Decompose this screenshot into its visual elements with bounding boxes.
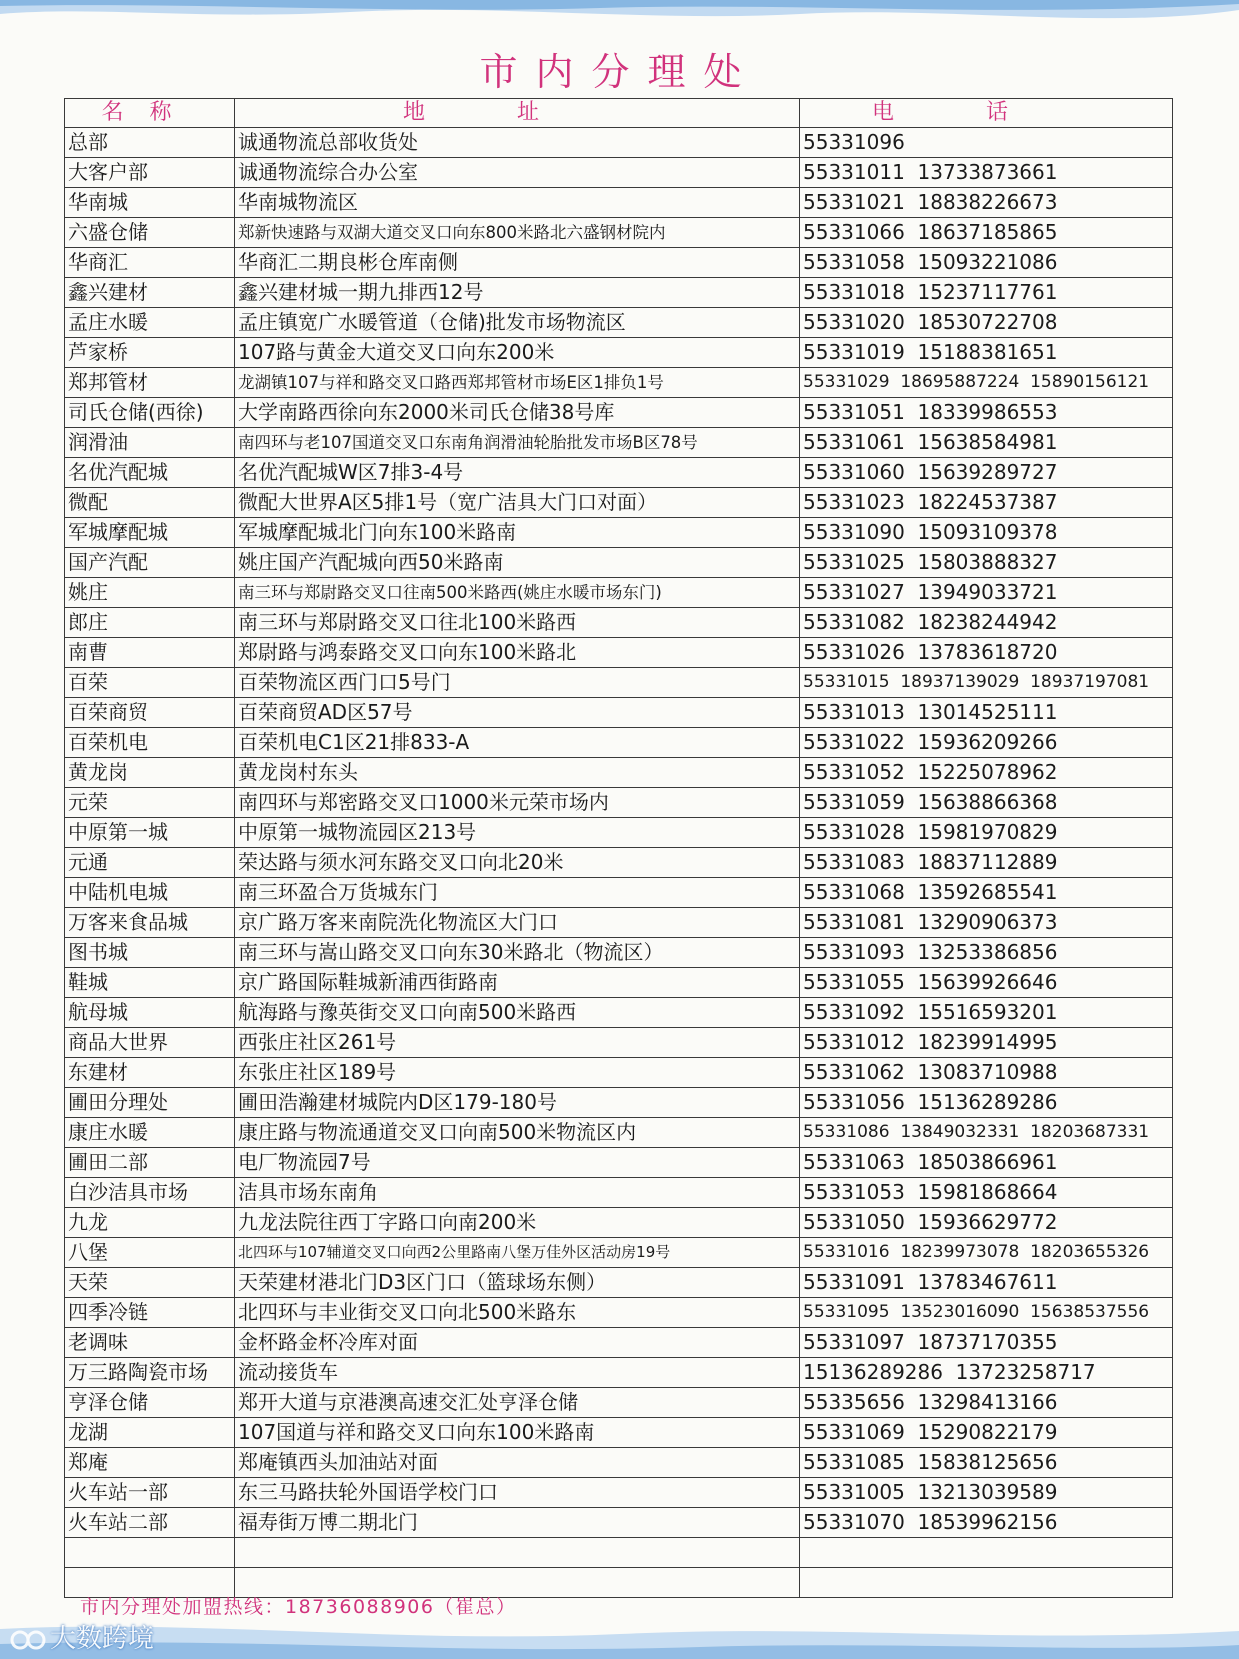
table-row [65, 158, 1173, 188]
branch-address: 北四环与丰业街交叉口向北500米路东 [235, 1298, 800, 1328]
branch-name: 华商汇 [65, 248, 235, 278]
branch-name: 百荣机电 [65, 728, 235, 758]
branch-phone: 55331095 13523016090 15638537556 [800, 1298, 1173, 1328]
branch-name: 军城摩配城 [65, 518, 235, 548]
table-row [65, 908, 1173, 938]
table-row [65, 1148, 1173, 1178]
table-row [65, 1088, 1173, 1118]
watermark-text: 大数跨境 [50, 1624, 155, 1654]
table-row [65, 1238, 1173, 1268]
table-row [65, 338, 1173, 368]
branch-address: 天荣建材港北门D3区门口（篮球场东侧） [235, 1268, 800, 1298]
branch-phone: 55331015 18937139029 18937197081 [800, 668, 1173, 698]
branch-address: 京广路万客来南院洗化物流区大门口 [235, 908, 800, 938]
branch-address: 圃田浩瀚建材城院内D区179-180号 [235, 1088, 800, 1118]
branch-address: 郑新快速路与双湖大道交叉口向东800米路北六盛钢材院内 [235, 218, 800, 248]
branch-phone: 55331019 15188381651 [800, 338, 1173, 368]
table-row [65, 818, 1173, 848]
branch-address: 南四环与老107国道交叉口东南角润滑油轮胎批发市场B区78号 [235, 428, 800, 458]
branch-name: 芦家桥 [65, 338, 235, 368]
table-row [65, 698, 1173, 728]
table-row [65, 668, 1173, 698]
franchise-hotline: 市内分理处加盟热线：18736088906（崔总） [80, 1596, 517, 1618]
table-row [65, 188, 1173, 218]
branch-address: 南三环与郑尉路交叉口往南500米路西(姚庄水暖市场东门) [235, 578, 800, 608]
branch-name: 万三路陶瓷市场 [65, 1358, 235, 1388]
branch-name: 圃田二部 [65, 1148, 235, 1178]
branch-phone: 55331050 15936629772 [800, 1208, 1173, 1238]
branch-name: 四季冷链 [65, 1298, 235, 1328]
branch-phone: 55331028 15981970829 [800, 818, 1173, 848]
empty-cell [235, 1538, 800, 1568]
branch-address: 107国道与祥和路交叉口向东100米路南 [235, 1418, 800, 1448]
branch-name: 火车站二部 [65, 1508, 235, 1538]
branch-address: 电厂物流园7号 [235, 1148, 800, 1178]
branch-address: 郑开大道与京港澳高速交汇处亨泽仓储 [235, 1388, 800, 1418]
table-row [65, 1058, 1173, 1088]
branch-address: 孟庄镇宽广水暖管道（仓储)批发市场物流区 [235, 308, 800, 338]
branch-name: 郑邦管材 [65, 368, 235, 398]
table-row [65, 1478, 1173, 1508]
branch-address: 荣达路与须水河东路交叉口向北20米 [235, 848, 800, 878]
branch-address: 京广路国际鞋城新浦西街路南 [235, 968, 800, 998]
branch-phone: 55331026 13783618720 [800, 638, 1173, 668]
branch-address: 南三环与嵩山路交叉口向东30米路北（物流区） [235, 938, 800, 968]
table-row [65, 848, 1173, 878]
top-wave-decoration [0, 0, 1239, 48]
table-row [65, 1298, 1173, 1328]
branch-name: 元通 [65, 848, 235, 878]
branch-phone: 55331020 18530722708 [800, 308, 1173, 338]
branch-name: 老调味 [65, 1328, 235, 1358]
branch-phone: 55331093 13253386856 [800, 938, 1173, 968]
branch-phone: 55331051 18339986553 [800, 398, 1173, 428]
branch-address: 姚庄国产汽配城向西50米路南 [235, 548, 800, 578]
table-row [65, 1268, 1173, 1298]
branch-phone: 55331025 15803888327 [800, 548, 1173, 578]
branch-name: 龙湖 [65, 1418, 235, 1448]
branch-phone: 55331012 18239914995 [800, 1028, 1173, 1058]
branch-name: 孟庄水暖 [65, 308, 235, 338]
branch-address: 百荣商贸AD区57号 [235, 698, 800, 728]
branch-name: 国产汽配 [65, 548, 235, 578]
branch-address: 西张庄社区261号 [235, 1028, 800, 1058]
branch-address: 南三环与郑尉路交叉口往北100米路西 [235, 608, 800, 638]
branch-table [64, 98, 1173, 1598]
branch-address: 北四环与107辅道交叉口向西2公里路南八堡万佳外区活动房19号 [235, 1238, 800, 1268]
branch-name: 南曹 [65, 638, 235, 668]
branch-name: 微配 [65, 488, 235, 518]
branch-address: 百荣物流区西门口5号门 [235, 668, 800, 698]
branch-phone: 55331062 13083710988 [800, 1058, 1173, 1088]
branch-address: 郑庵镇西头加油站对面 [235, 1448, 800, 1478]
branch-name: 图书城 [65, 938, 235, 968]
branch-phone: 55331055 15639926646 [800, 968, 1173, 998]
table-row [65, 1448, 1173, 1478]
table-row [65, 1118, 1173, 1148]
table-row [65, 1508, 1173, 1538]
table-row [65, 728, 1173, 758]
table-row [65, 1418, 1173, 1448]
branch-phone: 15136289286 13723258717 [800, 1358, 1173, 1388]
table-body [65, 128, 1173, 1598]
branch-phone: 55331069 15290822179 [800, 1418, 1173, 1448]
branch-phone: 55331022 15936209266 [800, 728, 1173, 758]
branch-phone: 55331061 15638584981 [800, 428, 1173, 458]
branch-name: 郎庄 [65, 608, 235, 638]
branch-name: 司氏仓储(西徐) [65, 398, 235, 428]
branch-phone: 55331096 [800, 128, 1173, 158]
branch-phone: 55331029 18695887224 15890156121 [800, 368, 1173, 398]
table-row [65, 128, 1173, 158]
branch-name: 航母城 [65, 998, 235, 1028]
branch-address: 华南城物流区 [235, 188, 800, 218]
branch-name: 鞋城 [65, 968, 235, 998]
branch-name: 亨泽仓储 [65, 1388, 235, 1418]
branch-phone: 55331060 15639289727 [800, 458, 1173, 488]
branch-name: 黄龙岗 [65, 758, 235, 788]
branch-phone: 55331090 15093109378 [800, 518, 1173, 548]
branch-phone: 55335656 13298413166 [800, 1388, 1173, 1418]
branch-phone: 55331091 13783467611 [800, 1268, 1173, 1298]
table-row [65, 1358, 1173, 1388]
table-row [65, 278, 1173, 308]
branch-name: 万客来食品城 [65, 908, 235, 938]
branch-name: 康庄水暖 [65, 1118, 235, 1148]
branch-name: 百荣商贸 [65, 698, 235, 728]
header-name: 名称 [65, 99, 235, 128]
bottom-wave-decoration [0, 1589, 1239, 1659]
branch-address: 福寿街万博二期北门 [235, 1508, 800, 1538]
branch-name: 名优汽配城 [65, 458, 235, 488]
branch-phone: 55331070 18539962156 [800, 1508, 1173, 1538]
branch-name: 中原第一城 [65, 818, 235, 848]
branch-name: 百荣 [65, 668, 235, 698]
branch-phone: 55331056 15136289286 [800, 1088, 1173, 1118]
branch-address: 航海路与豫英街交叉口向南500米路西 [235, 998, 800, 1028]
branch-name: 中陆机电城 [65, 878, 235, 908]
branch-phone: 55331085 15838125656 [800, 1448, 1173, 1478]
branch-phone: 55331068 13592685541 [800, 878, 1173, 908]
table-header-row [65, 99, 1173, 128]
branch-phone: 55331082 18238244942 [800, 608, 1173, 638]
branch-name: 天荣 [65, 1268, 235, 1298]
branch-name: 姚庄 [65, 578, 235, 608]
branch-phone: 55331092 15516593201 [800, 998, 1173, 1028]
table-row [65, 758, 1173, 788]
table-row [65, 488, 1173, 518]
table-row [65, 548, 1173, 578]
table-row [65, 1328, 1173, 1358]
branch-address: 九龙法院往西丁字路口向南200米 [235, 1208, 800, 1238]
branch-name: 鑫兴建材 [65, 278, 235, 308]
table-row [65, 428, 1173, 458]
table-row [65, 608, 1173, 638]
branch-name: 大客户部 [65, 158, 235, 188]
table-row [65, 878, 1173, 908]
branch-address: 洁具市场东南角 [235, 1178, 800, 1208]
branch-address: 微配大世界A区5排1号（宽广洁具大门口对面） [235, 488, 800, 518]
empty-cell [65, 1538, 235, 1568]
branch-address: 东张庄社区189号 [235, 1058, 800, 1088]
branch-address: 百荣机电C1区21排833-A [235, 728, 800, 758]
branch-name: 总部 [65, 128, 235, 158]
table-row [65, 968, 1173, 998]
branch-address: 诚通物流总部收货处 [235, 128, 800, 158]
table-row [65, 458, 1173, 488]
header-address: 地址 [235, 99, 800, 128]
branch-phone: 55331058 15093221086 [800, 248, 1173, 278]
branch-phone: 55331086 13849032331 18203687331 [800, 1118, 1173, 1148]
branch-phone: 55331063 18503866961 [800, 1148, 1173, 1178]
branch-name: 火车站一部 [65, 1478, 235, 1508]
branch-name: 八堡 [65, 1238, 235, 1268]
branch-name: 白沙洁具市场 [65, 1178, 235, 1208]
table-row [65, 1178, 1173, 1208]
branch-phone: 55331005 13213039589 [800, 1478, 1173, 1508]
branch-address: 南四环与郑密路交叉口1000米元荣市场内 [235, 788, 800, 818]
branch-name: 六盛仓储 [65, 218, 235, 248]
branch-phone: 55331027 13949033721 [800, 578, 1173, 608]
branch-address: 名优汽配城W区7排3-4号 [235, 458, 800, 488]
branch-name: 圃田分理处 [65, 1088, 235, 1118]
watermark [10, 1618, 154, 1655]
branch-address: 大学南路西徐向东2000米司氏仓储38号库 [235, 398, 800, 428]
table-row [65, 398, 1173, 428]
branch-address: 军城摩配城北门向东100米路南 [235, 518, 800, 548]
branch-phone: 55331023 18224537387 [800, 488, 1173, 518]
empty-cell [800, 1538, 1173, 1568]
table-row [65, 248, 1173, 278]
branch-phone: 55331052 15225078962 [800, 758, 1173, 788]
branch-phone: 55331018 15237117761 [800, 278, 1173, 308]
empty-row [65, 1538, 1173, 1568]
branch-phone: 55331011 13733873661 [800, 158, 1173, 188]
table-row [65, 1028, 1173, 1058]
table-row [65, 1208, 1173, 1238]
branch-address: 龙湖镇107与祥和路交叉口路西郑邦管材市场E区1排负1号 [235, 368, 800, 398]
branch-address: 金杯路金杯冷库对面 [235, 1328, 800, 1358]
table-row [65, 308, 1173, 338]
branch-phone: 55331016 18239973078 18203655326 [800, 1238, 1173, 1268]
header-phone: 电话 [800, 99, 1173, 128]
branch-address: 鑫兴建材城一期九排西12号 [235, 278, 800, 308]
branch-address: 流动接货车 [235, 1358, 800, 1388]
branch-address: 东三马路扶轮外国语学校门口 [235, 1478, 800, 1508]
table-row [65, 518, 1173, 548]
page-title: 市内分理处 [479, 50, 760, 94]
branch-phone: 55331053 15981868664 [800, 1178, 1173, 1208]
branch-address: 南三环盈合万货城东门 [235, 878, 800, 908]
table-row [65, 998, 1173, 1028]
branch-address: 107路与黄金大道交叉口向东200米 [235, 338, 800, 368]
branch-address: 中原第一城物流园区213号 [235, 818, 800, 848]
table-row [65, 218, 1173, 248]
table-row [65, 638, 1173, 668]
branch-name: 商品大世界 [65, 1028, 235, 1058]
table-row [65, 368, 1173, 398]
branch-name: 东建材 [65, 1058, 235, 1088]
branch-phone: 55331013 13014525111 [800, 698, 1173, 728]
table-row [65, 938, 1173, 968]
watermark-logo-icon [10, 1627, 46, 1653]
table-row [65, 788, 1173, 818]
table-row [65, 578, 1173, 608]
branch-phone: 55331081 13290906373 [800, 908, 1173, 938]
branch-phone: 55331097 18737170355 [800, 1328, 1173, 1358]
branch-address: 诚通物流综合办公室 [235, 158, 800, 188]
branch-name: 九龙 [65, 1208, 235, 1238]
branch-phone: 55331059 15638866368 [800, 788, 1173, 818]
branch-address: 华商汇二期良彬仓库南侧 [235, 248, 800, 278]
branch-name: 润滑油 [65, 428, 235, 458]
branch-phone: 55331066 18637185865 [800, 218, 1173, 248]
branch-address: 康庄路与物流通道交叉口向南500米物流区内 [235, 1118, 800, 1148]
branch-address: 黄龙岗村东头 [235, 758, 800, 788]
branch-name: 华南城 [65, 188, 235, 218]
branch-address: 郑尉路与鸿泰路交叉口向东100米路北 [235, 638, 800, 668]
branch-phone: 55331021 18838226673 [800, 188, 1173, 218]
branch-name: 郑庵 [65, 1448, 235, 1478]
table-row [65, 1388, 1173, 1418]
branch-phone: 55331083 18837112889 [800, 848, 1173, 878]
branch-name: 元荣 [65, 788, 235, 818]
